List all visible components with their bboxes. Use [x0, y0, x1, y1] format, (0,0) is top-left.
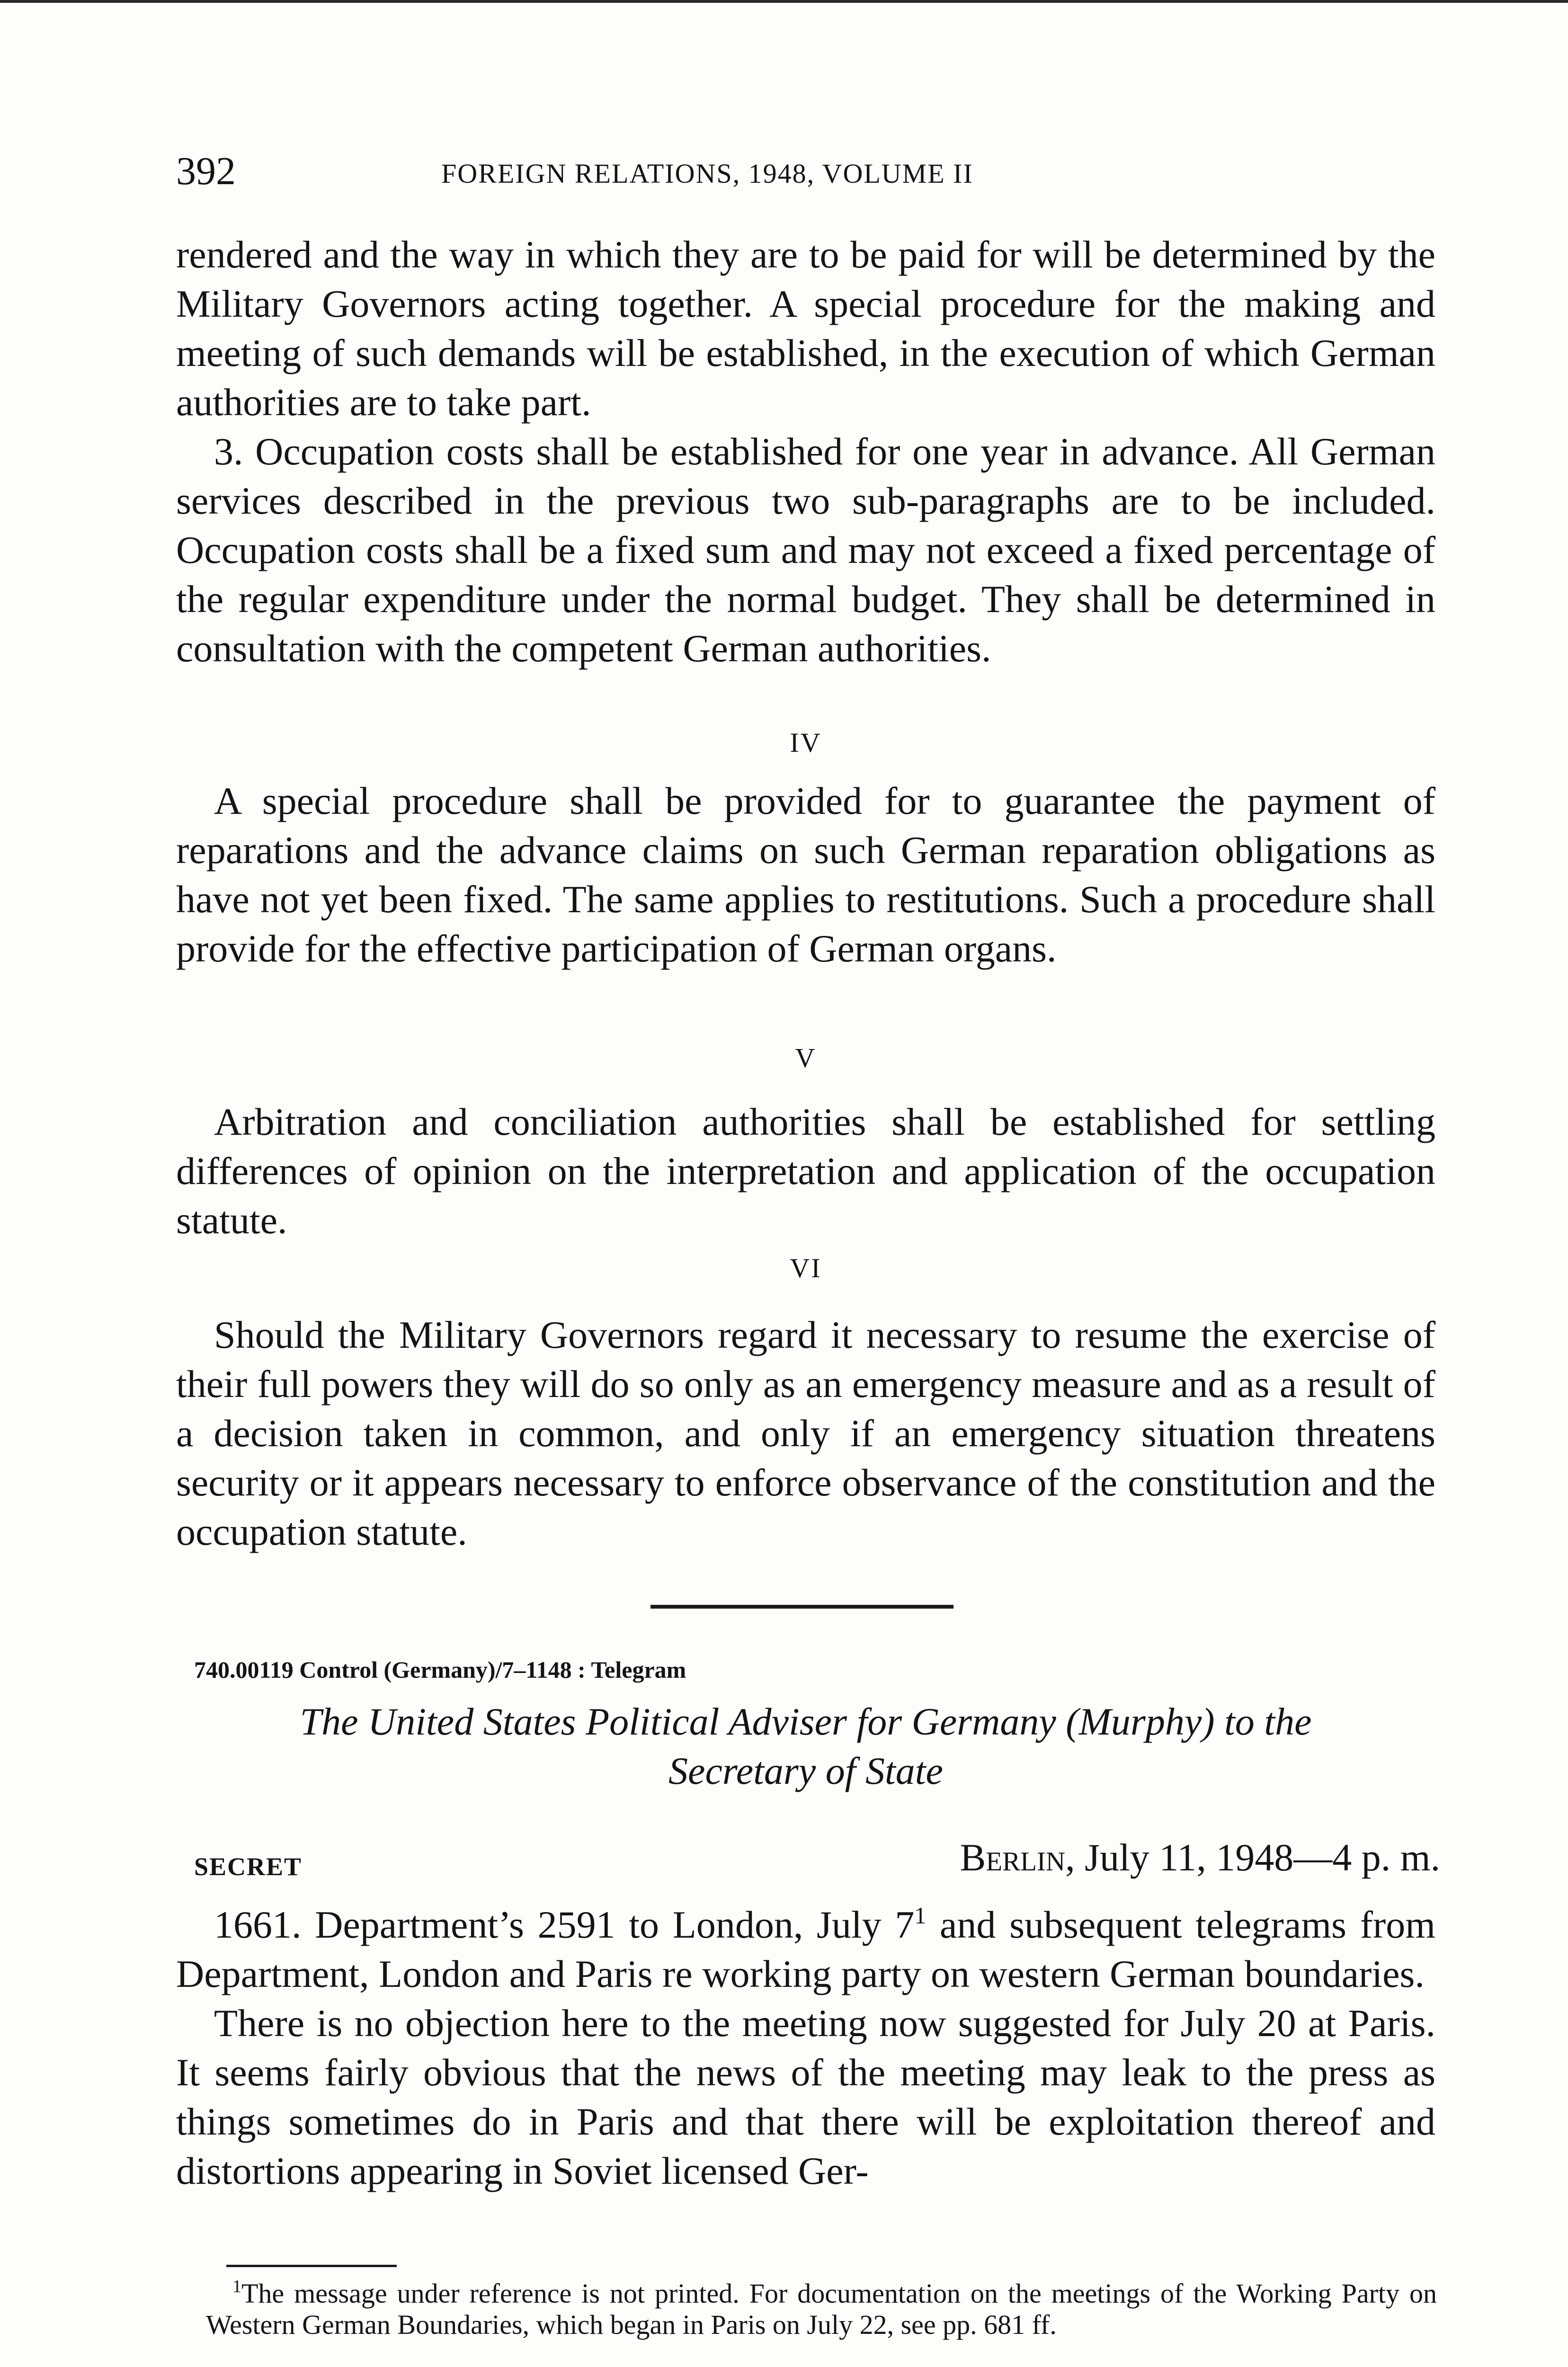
section-heading-vi: VI	[790, 1253, 822, 1283]
document-title	[176, 1697, 1435, 1796]
telegram-1-lead: 1661. Department’s 2591 to London, July 7	[214, 1903, 915, 1946]
paragraph-emergency-powers: Should the Military Governors regard it necessary to resume the exercise of their full powers they will do so only as an emergency measure and as a result of a decision taken in common, and only if an emergency situation threatens security or it appears necessary to enforce observance of the constitution and the occupation statute.	[176, 1313, 1435, 1553]
paragraph-telegram-2: There is no objection here to the meeting now suggested for July 20 at Paris. It seems fairly obvious that the news of the meeting may leak to the press as things sometimes do in Paris and that there will be exploitation thereof and distortions appearing in Soviet licensed Ger-	[176, 2002, 1435, 2192]
title-line-1: The United States Political Adviser for Germany (Murphy) to the	[300, 1700, 1312, 1743]
paragraph-telegram-1	[176, 1900, 1435, 1999]
dateline-date: , July 11, 1948—4 p. m.	[1065, 1836, 1440, 1879]
classification-label: SECRET	[194, 1852, 303, 1881]
top-edge-rule	[0, 0, 1568, 3]
page-header	[176, 142, 1431, 199]
paragraph-occupation-costs: 3. Occupation costs shall be established for one year in advance. All German services described in the previous two sub-paragraphs are to be included. Occupation costs shall be a fixed sum and may not exceed a fixed percentage of the regular expenditure under the normal budget. They shall be determined in consultation with the competent German authorities.	[176, 430, 1435, 670]
footnote	[206, 2278, 1437, 2340]
paragraph-reparations: A special procedure shall be provided for to guarantee the payment of reparations and the advance claims on such German reparation obligations as have not yet been fixed. The same applies to restitutions. Such a procedure shall provide for the effective participation of German organs.	[176, 779, 1435, 970]
section-heading-v: V	[795, 1042, 817, 1073]
page-number: 392	[176, 149, 236, 193]
section-heading-iv: IV	[790, 727, 822, 758]
running-head: FOREIGN RELATIONS, 1948, VOLUME II	[441, 158, 973, 189]
title-line-2: Secretary of State	[668, 1749, 943, 1792]
section-vi-body	[176, 1310, 1435, 1557]
dateline	[960, 1838, 1440, 1877]
footnote-rule	[226, 2265, 397, 2267]
section-v-body	[176, 1097, 1435, 1245]
file-reference: 740.00119 Control (Germany)/7–1148 : Telegram	[194, 1656, 686, 1683]
paragraph-continued: rendered and the way in which they are to be paid for will be determined by the Military Governors acting together. A special procedure for the making and meeting of such demands will be established, in the execution of which German authorities are to take part.	[176, 233, 1435, 424]
footnote-reference: 1	[914, 1902, 927, 1929]
section-divider	[650, 1605, 953, 1609]
paragraph-arbitration: Arbitration and conciliation authorities shall be established for settling differences of opinion on the interpretation and application of the occupation statute.	[176, 1100, 1435, 1242]
footnote-text: The message under reference is not printed. For documentation on the meetings of the Working Party on Western German Boundaries, which began in Paris on July 22, see pp. 681 ff.	[206, 2278, 1437, 2340]
footnote-marker: 1	[232, 2277, 241, 2296]
telegram-body	[176, 1900, 1435, 2196]
dateline-city: Berlin	[960, 1836, 1066, 1879]
continued-text-block	[176, 230, 1435, 673]
telegram-1-rest: and subsequent telegrams from Department, London and Paris re working party on western German boundaries.	[176, 1903, 1435, 1995]
section-iv-body	[176, 776, 1435, 973]
